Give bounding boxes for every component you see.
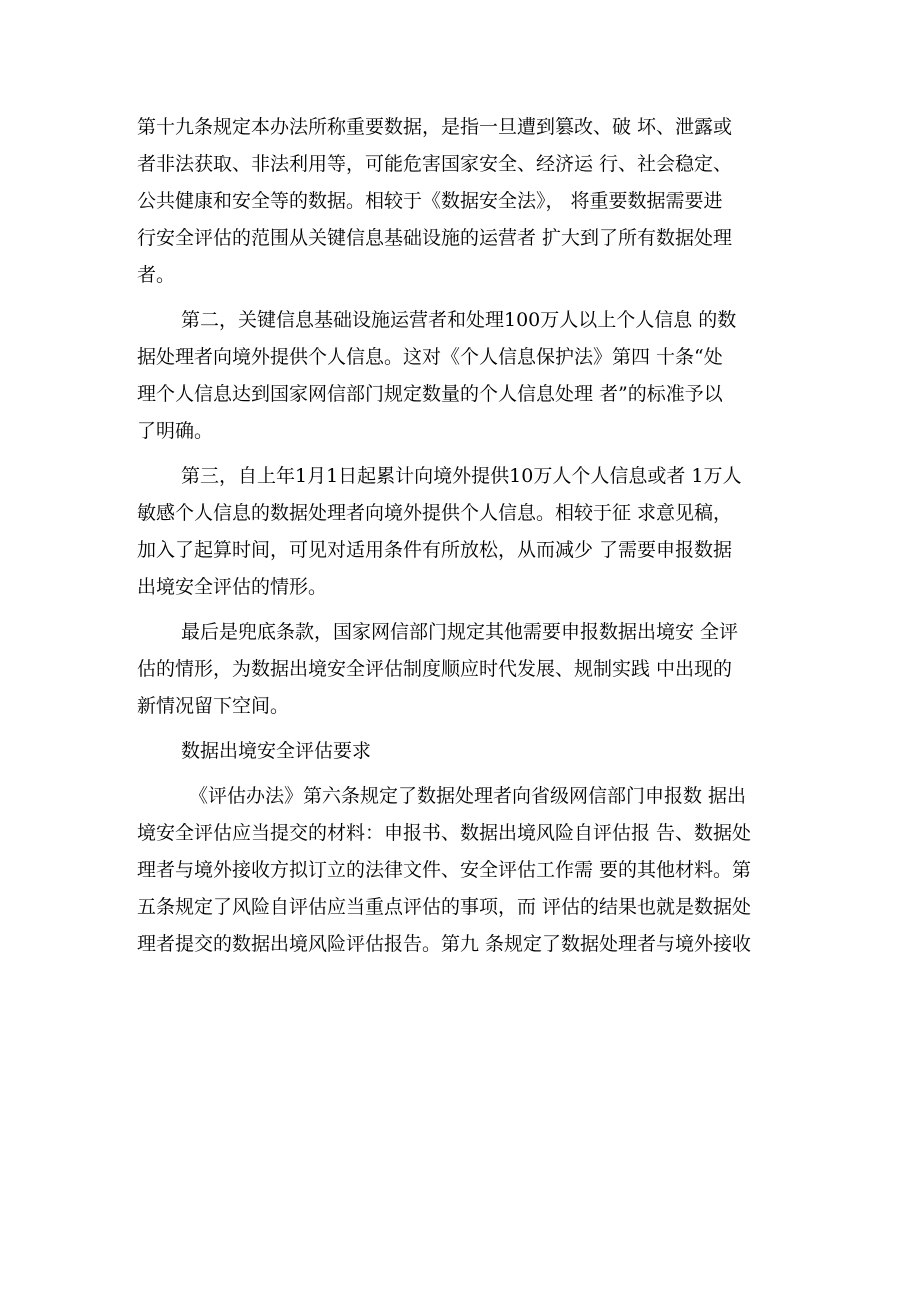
paragraph-line: 理者与境外接收方拟订立的法律文件、安全评估工作需 要的其他材料。第 [137,859,752,881]
paragraph-line: 者非法获取、非法利用等，可能危害国家安全、经济运 行、社会稳定、 [137,153,733,175]
section-heading: 数据出境安全评估要求 [181,740,372,762]
paragraph-line: 了明确。 [137,420,214,442]
paragraph-line: 五条规定了风险自评估应当重点评估的事项，而 评估的结果也就是数据处 [137,896,752,918]
paragraph-line: 加入了起算时间，可见对适用条件有所放松，从而减少 了需要申报数据 [137,539,733,561]
paragraph-line: 者。 [137,264,176,286]
paragraph-line: 出境安全评估的情形。 [137,576,328,598]
paragraph-line: 新情况留下空间。 [137,695,290,717]
paragraph-line: 公共健康和安全等的数据。相较于《数据安全法》， 将重要数据需要进 [137,190,723,212]
paragraph-line: 理者提交的数据出境风险评估报告。第九 条规定了数据处理者与境外接收 [137,933,752,955]
paragraph-line: 第二，关键信息基础设施运营者和处理100万人以上个人信息 的数 [181,309,737,331]
paragraph-line: 敏感个人信息的数据处理者向境外提供个人信息。相较于征 求意见稿， [137,502,733,524]
paragraph-line: 理个人信息达到国家网信部门规定数量的个人信息处理 者”的标准予以 [137,383,723,405]
paragraph-line: 第三，自上年1月1日起累计向境外提供10万人个人信息或者 1万人 [181,465,742,487]
paragraph-line: 境安全评估应当提交的材料：申报书、数据出境风险自评估报 告、数据处 [137,822,752,844]
document-body [137,109,773,963]
paragraph-line: 《评估办法》第六条规定了数据处理者向省级网信部门申报数 据出 [189,785,747,807]
paragraph-line: 估的情形，为数据出境安全评估制度顺应时代发展、规制实践 中出现的 [137,658,733,680]
paragraph-line: 据处理者向境外提供个人信息。这对《个人信息保护法》第四 十条“处 [137,346,723,368]
paragraph-line: 最后是兜底条款，国家网信部门规定其他需要申报数据出境安 全评 [181,621,739,643]
paragraph-line: 行安全评估的范围从关键信息基础设施的运营者 扩大到了所有数据处理 [137,227,733,249]
paragraph-line: 第十九条规定本办法所称重要数据，是指一旦遭到篡改、破 坏、泄露或 [137,116,733,138]
